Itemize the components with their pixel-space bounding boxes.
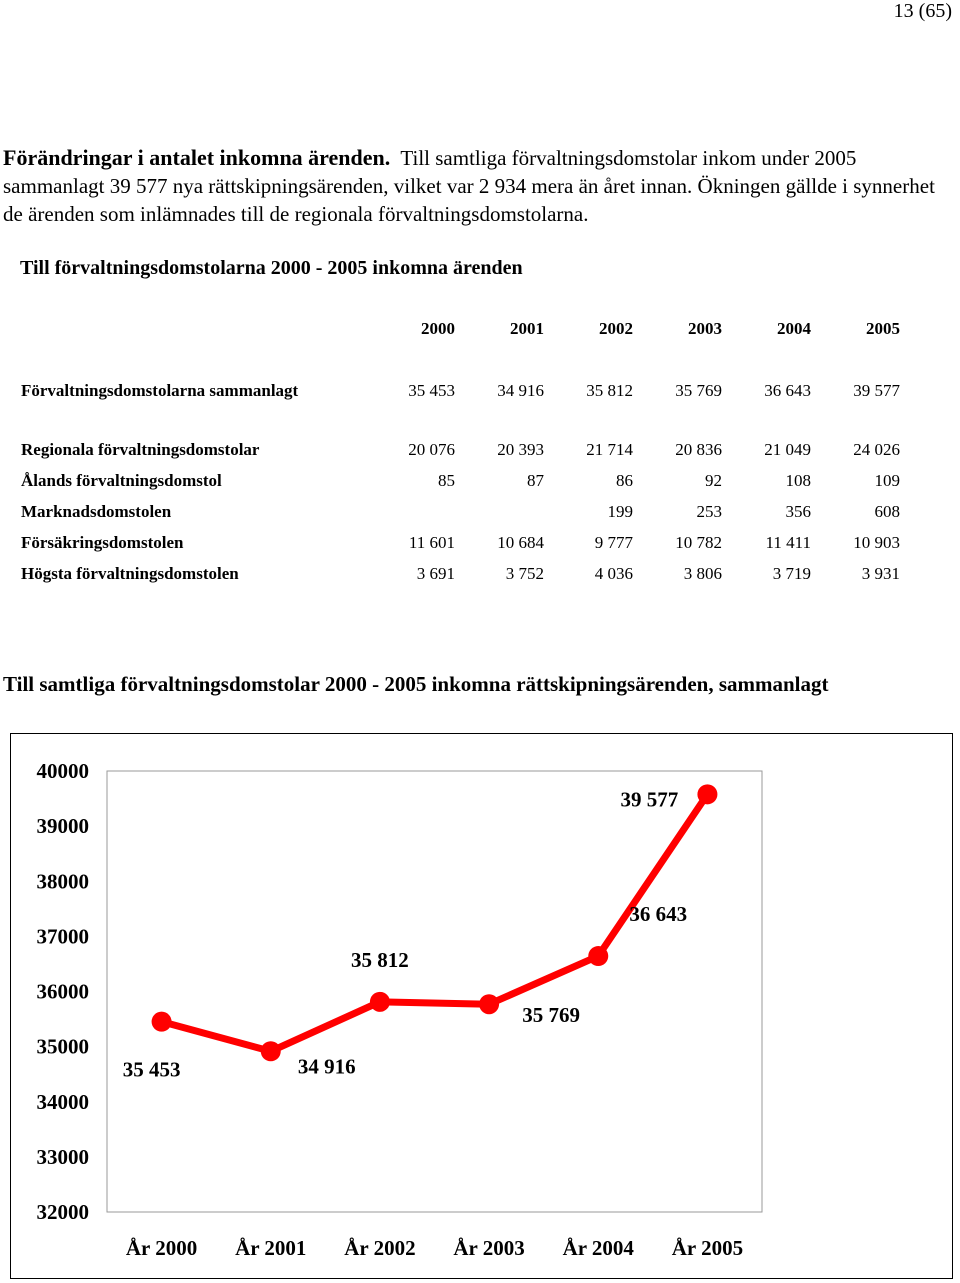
cell: 199 [607, 501, 633, 521]
cell: 9 777 [594, 532, 633, 552]
data-label: 35 812 [351, 947, 409, 972]
cell: 3 806 [683, 563, 722, 583]
table-header-empty [18, 310, 366, 348]
cell: 85 [438, 470, 455, 490]
data-point [261, 1041, 281, 1061]
cell: 3 691 [416, 563, 455, 583]
y-tick-label: 35000 [36, 1034, 89, 1059]
page-number: 13 (65) [893, 0, 952, 22]
cell: 11 411 [765, 532, 811, 552]
row-label: Försäkringsdomstolen [21, 532, 184, 552]
data-point [479, 994, 499, 1014]
cell: 21 049 [764, 439, 811, 459]
cell: 10 782 [675, 532, 722, 552]
y-tick-label: 33000 [36, 1144, 89, 1169]
y-tick-label: 37000 [36, 924, 89, 949]
x-tick-label: År 2000 [125, 1236, 198, 1260]
intro-paragraph [3, 144, 953, 228]
table-row [18, 496, 900, 527]
cell: 36 643 [764, 381, 811, 400]
table-title: Till förvaltningsdomstolarna 2000 - 2005 inkomna ärenden [20, 257, 523, 279]
cell: 109 [874, 470, 900, 490]
table-row-total [18, 372, 900, 410]
cell: 3 719 [772, 563, 811, 583]
cell: 34 916 [497, 381, 544, 400]
y-tick-label: 34000 [36, 1089, 89, 1114]
row-label: Regionala förvaltningsdomstolar [21, 439, 260, 459]
data-label: 39 577 [620, 787, 679, 812]
data-point [152, 1012, 172, 1032]
y-tick-label: 40000 [36, 759, 89, 783]
cell: 3 931 [861, 563, 900, 583]
y-tick-label: 36000 [36, 979, 89, 1004]
cell: 10 684 [497, 532, 544, 552]
year-header: 2003 [688, 319, 722, 338]
row-label: Ålands förvaltningsdomstol [21, 470, 222, 490]
data-point [588, 946, 608, 966]
chart-title: Till samtliga förvaltningsdomstolar 2000 - 2005 inkomna rättskipningsärenden, sammanlagt [3, 672, 829, 696]
cell: 356 [785, 501, 811, 521]
x-tick-label: År 2003 [453, 1236, 525, 1260]
cell: 92 [705, 470, 722, 490]
data-point [697, 784, 717, 804]
x-tick-label: År 2002 [344, 1236, 416, 1260]
x-tick-label: År 2005 [671, 1236, 744, 1260]
year-header: 2004 [777, 319, 811, 338]
table-row [18, 434, 900, 465]
cell: 108 [785, 470, 811, 490]
cell [366, 496, 455, 527]
table-row [18, 527, 900, 558]
intro-text: Till samtliga förvaltningsdomstolar inkom under 2005 sammanlagt 39 577 nya rättskipningsärenden, vilket var 2 934 mera än året innan. Ökningen gällde i synnerhet de ärenden som inlämnades till de regionala förvaltningsdomstolarna. [3, 146, 935, 226]
y-tick-label: 38000 [36, 869, 89, 894]
cell: 86 [616, 470, 633, 490]
year-header: 2005 [866, 319, 900, 338]
cell: 35 812 [586, 381, 633, 400]
cell: 253 [696, 501, 722, 521]
cell: 35 453 [408, 381, 455, 400]
row-label: Förvaltningsdomstolarna sammanlagt [21, 381, 299, 400]
table-row [18, 465, 900, 496]
cell: 4 036 [594, 563, 633, 583]
cell: 608 [874, 501, 900, 521]
data-label: 35 453 [122, 1057, 181, 1082]
data-label: 35 769 [522, 1003, 580, 1028]
cell [455, 496, 544, 527]
cell: 20 076 [408, 439, 455, 459]
cell: 20 393 [497, 439, 544, 459]
year-header: 2000 [421, 319, 455, 338]
intro-heading: Förändringar i antalet inkomna ärenden. [3, 145, 391, 170]
series-line [162, 794, 708, 1051]
cell: 35 769 [675, 381, 722, 400]
plot-area [107, 771, 762, 1212]
x-tick-label: År 2004 [562, 1236, 634, 1260]
chart-frame [10, 733, 953, 1279]
x-tick-label: År 2001 [235, 1236, 307, 1260]
data-point [370, 992, 390, 1012]
table-row [18, 558, 900, 589]
cell: 39 577 [853, 381, 900, 400]
row-label: Högsta förvaltningsdomstolen [21, 563, 239, 583]
cell: 21 714 [586, 439, 633, 459]
cell: 11 601 [408, 532, 455, 552]
cell: 87 [527, 470, 544, 490]
cell: 24 026 [853, 439, 900, 459]
table-header-row [18, 310, 900, 348]
y-tick-label: 32000 [36, 1200, 89, 1224]
year-header: 2001 [510, 319, 544, 338]
y-tick-label: 39000 [36, 814, 89, 839]
data-label: 36 643 [629, 902, 688, 927]
row-label: Marknadsdomstolen [21, 501, 172, 521]
data-label: 34 916 [297, 1054, 356, 1079]
line-chart [11, 734, 952, 1278]
cell: 3 752 [505, 563, 544, 583]
cell: 20 836 [675, 439, 722, 459]
statistics-table [18, 310, 900, 589]
cell: 10 903 [853, 532, 900, 552]
year-header: 2002 [599, 319, 633, 338]
